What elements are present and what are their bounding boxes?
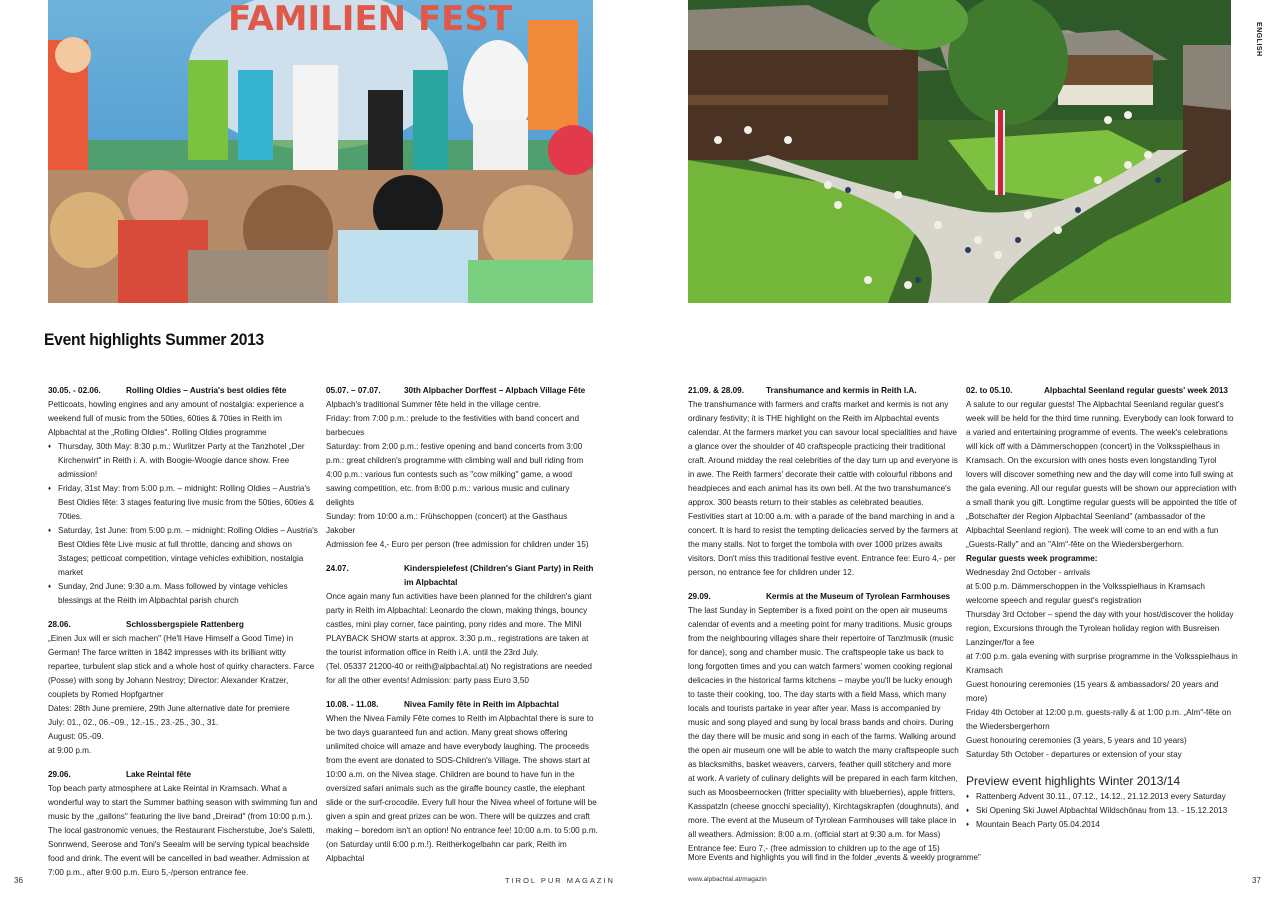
event-text: The last Sunday in September is a fixed point on the open air museums calendar of events and a meeting point for many traditions. Music groups from the neighbouring villages share their repertoire of Tanzlmusik (music for dance), song and chamber music. The craftspeople take us back to long forgotten times and you can watch farmers' women cooking regional delicacies in the historical farms kitchens – maybe you'll be lucky enough to taste their cooking, too. The day starts with a field Mass, which many locals and tourists partake in year after year. Mass is accompanied by music and song played and sung by local brass bands and choirs. During the day there will be music and song in each of the farms. Walking around the open air museum one will be able to watch the many craftspeople such as blacksmiths, basket weavers, carvers, feather quill stitchery and more at work. A variety of culinary delights will be prepared in each farm kitchen, such as Moosbeernocken (fritter speciality with blueberries), apple fritters, Kasspatzln (cheese gnocchi speciality), Kirchtagskrapfen (doughnuts), and more. The event at the Museum of Tyrolean Farmhouses will take place in all weathers. Admission: 8:00 a.m. (official start at 9:30 a.m. for Mass) [688, 606, 959, 839]
event-date: 29.09. [688, 592, 711, 601]
event-line: Thursday 3rd October – spend the day with your host/discover the holiday region, Excursions through the Tyrolean holiday region with Busreisen Lanzinger/for a fee [966, 610, 1234, 647]
event-title: Kermis at the Museum of Tyrolean Farmhouses [766, 592, 951, 601]
event-rolling-oldies [48, 384, 320, 608]
event-date: 21.09. & 28.09. [688, 386, 744, 395]
winter-preview [966, 772, 1238, 832]
event-line: welcome speech and regular guest's registration [966, 596, 1142, 605]
event-regular-guests-week [966, 384, 1238, 762]
event-line: Sunday: from 10:00 a.m.: Frühschoppen (concert) at the Gasthaus Jakober [326, 512, 568, 535]
familien-fest-image [48, 0, 593, 303]
event-header [688, 590, 960, 604]
website-link[interactable]: www.alpbachtal.at/magazin [688, 876, 767, 883]
event-line: Friday: from 7:00 p.m.: prelude to the festivities with band concert and barbecues [326, 414, 580, 437]
event-header [326, 384, 598, 398]
event-title: Transhumance and kermis in Reith I.A. [766, 386, 917, 395]
photo-familien-fest [48, 0, 593, 303]
event-line: Entrance fee: Euro 7,- (free admission to children up to the age of 15) [688, 844, 940, 853]
event-header [48, 384, 320, 398]
event-line: at 7:00 p.m. gala evening with surprise programme in the Volksspielhaus in Kramsach [966, 652, 1238, 675]
event-line: (Tel. 05337 21200-40 or reith@alpbachtal.at) No registrations are needed for all the other events! Admission: party pass Euro 3,50 [326, 662, 592, 685]
page-number-right: 37 [1252, 876, 1261, 885]
page-title: Event highlights Summer 2013 [44, 330, 264, 349]
event-alpbacher-dorffest [326, 384, 598, 552]
event-line: Dates: 28th June premiere, 29th June alternative date for premiere [48, 704, 290, 713]
event-title: Lake Reintal fête [126, 770, 192, 779]
event-text: Petticoats, howling engines and any amount of nostalgia: experience a weekend full of music from the 50ties, 60ties & 70ties in Reith im Alpbachtal at the „Rolling Oldies". Rolling Oldies programme [48, 400, 304, 437]
event-title: Alpbachtal Seenland regular guests' week 2013 [1044, 386, 1228, 395]
event-text: The transhumance with farmers and crafts market and kermis is not any ordinary festivity; it is THE highlight on the Reith im Alpbachtal events calendar. At the farmers market you can savour local specialities and have a glance over the shoulder of 40 craftspeople practicing their traditional craft. Around midday the real celebrities of the day turn up and everyone is in awe. The Reith farmers' decorate their cattle with colourful ribbons and headpieces and each animal has its own bell. At the two transhumance's approx. 300 beasts return to their stables as celebrated beauties. Festivities start at 10:00 a.m. with a parade of the band marching in and a concert. It is hard to resist the tempting delicacies served by the farmers at the many stalls. Not to forget the tombola with over 1000 prizes awaits visitors. Don't miss this traditional festive event. Entrance fee: Euro 4,- per person, no entrance fee for children under 12. [688, 400, 958, 577]
list-item: ♦ Rattenberg Advent 30.11., 07.12., 14.12., 21.12.2013 every Saturday [966, 790, 1238, 804]
event-date: 28.06. [48, 620, 71, 629]
event-line: Friday 4th October at 12:00 p.m. guests-rally & at 1:00 p.m. „Alm"-fête on the Wiedersbergerhorn [966, 708, 1232, 731]
more-events-note: More Events and highlights you will find in the folder „events & weekly programme" [688, 853, 981, 862]
event-date: 29.06. [48, 770, 71, 779]
event-nivea-family-fete [326, 698, 598, 866]
event-title: Nivea Family fête in Reith im Alpbachtal [404, 700, 559, 709]
column-1 [48, 384, 320, 890]
event-date: 02. to 05.10. [966, 386, 1013, 395]
event-date: 30.05. - 02.06. [48, 386, 101, 395]
event-schlossbergspiele [48, 618, 320, 758]
list-item: ♦ Friday, 31st May: from 5:00 p.m. – midnight: Rolling Oldies – Austria's Best Oldies fête: 3 stages featuring live music from the 50ties, 60ties & 70ties. [48, 482, 320, 524]
event-line: Wednesday 2nd October - arrivals [966, 568, 1091, 577]
event-date: 10.08. - 11.08. [326, 700, 379, 709]
event-text: When the Nivea Family Fête comes to Reith im Alpbachtal there is sure to be two days guaranteed fun and action. Many great shows offering unlimited choice will amaze and have everybody laughing. The proceeds from the event are donated to SOS-Children's Village. The shows start at 10:00 a.m. on the Nivea stage. Children are bound to have fun in the oversized safari animals such as the giraffe bouncy castle, the elephant slide or the surf-crocodile. Every full hour the Nivea wheel of fortune will be given a spin and great prizes can be won. There will be quizzes and craft making – boredom isn't an option! No entrance fee! 10:00 a.m. to 5:00 p.m. (on Saturday until 6:00 p.m.!). Reitherkogelbahn car park, Reith im Alpbachtal [326, 714, 598, 863]
list-item: ♦ Thursday, 30th May: 8:30 p.m.: Wurlitzer Party at the Tanzhotel „Der Kirchenwirt" in Reith i. A. with Boogie-Woogie dance show. Free admission! [48, 440, 320, 482]
banner-text: FAMILIEN FEST [228, 0, 513, 39]
event-line: Guest honouring ceremonies (3 years, 5 years and 10 years) [966, 736, 1187, 745]
event-header [48, 768, 320, 782]
event-header [966, 384, 1238, 398]
event-line: July: 01., 02., 06.–09., 12.-15., 23.-25., 30., 31. [48, 718, 219, 727]
list-item: ♦ Mountain Beach Party 05.04.2014 [966, 818, 1238, 832]
winter-preview-list [966, 790, 1238, 832]
farmhouse-museum-image [688, 0, 1231, 303]
event-line: Admission fee 4,- Euro per person (free admission for children under 15) [326, 540, 589, 549]
column-2 [326, 384, 598, 876]
event-text: Top beach party atmosphere at Lake Reintal in Kramsach. What a wonderful way to start the Summer bathing season with swimming fun and music by the „gallons" featuring the live band „Dreirad" (from 10:00 p.m.). The local gastronomic venues, the Restaurant Fischerstube, Joe's Saletti, Sonnwend, Seerose and Toni's Seealm will be serving typical beachside food and drink. The event will be cancelled in bad weather. Admission at 7:00 p.m., after 9:00 p.m. Euro 5,-/person entrance fee. [48, 784, 318, 877]
page-number-left: 36 [14, 876, 23, 885]
winter-preview-title: Preview event highlights Winter 2013/14 [966, 774, 1181, 788]
event-line: Saturday: from 2:00 p.m.: festive opening and band concerts from 3:00 p.m.: great children's programme with climbing wall and bull riding from 4:00 p.m.: various fun contests such as "cow milking" game, a wood sawing competition, etc. from 8:00 p.m.: various music and culinary delights [326, 442, 584, 507]
event-header [48, 618, 320, 632]
event-line: Alpbach's traditional Summer fête held in the village centre. [326, 400, 542, 409]
event-title: Schlossbergspiele Rattenberg [126, 620, 244, 629]
event-header [326, 562, 598, 590]
event-date: 24.07. [326, 564, 349, 573]
event-header [688, 384, 960, 398]
event-title: Kinderspielefest (Children's Giant Party) in Reith im Alpbachtal [404, 564, 594, 587]
event-title: Rolling Oldies – Austria's best oldies fête [126, 386, 287, 395]
event-programme-list [48, 440, 320, 608]
photo-farmhouse-museum [688, 0, 1231, 303]
event-line: at 5:00 p.m. Dämmerschoppen in the Volksspielhaus in Kramsach [966, 582, 1205, 591]
event-date: 05.07. – 07.07. [326, 386, 381, 395]
event-text: Once again many fun activities have been planned for the children's giant party in Reith im Alpbachtal: Leonardo the clown, making things, bouncy castles, mini play corner, face painting, pony rides and more. The MINI PLAYBACK SHOW starts at approx. 3:30 p.m., registrations are taken at the tourist information office in Reith i.A. until the 23rd July. [326, 592, 592, 657]
event-line: at 9:00 p.m. [48, 746, 92, 755]
event-line: Saturday 5th October - departures or extension of your stay [966, 750, 1182, 759]
list-item: ♦ Ski Opening Ski Juwel Alpbachtal Wildschönau from 13. - 15.12.2013 [966, 804, 1238, 818]
list-item: ♦ Saturday, 1st June: from 5:00 p.m. – midnight: Rolling Oldies – Austria's Best Oldies fête Live music at full throttle, dancing and shows on 3stages; petticoat competition, vintage vehicles exhibition, nostalgia market [48, 524, 320, 580]
event-text: A salute to our regular guests! The Alpbachtal Seenland regular guest's week will be held for the third time running. Everybody can look forward to a varied and entertaining programme of events. The week's celebrations will kick off with a Dämmerschoppen (concert) in the Volksspielhaus in Kramsach. On the excursion with ones hosts even longstanding Tyrol lovers will discover something new and the day will come into full swing at the gala evening. All our regular guests will be shown our appreciation with a small thank you gift. Longtime regular guests will be appointed the title of „Botschafter der Region Alpbachtal Seenland" (ambassador of the Alpbachtal Seenland region). The week will come to an end with a fun „Guests-Rally" and an "Alm"-fête on the Wiedersbergerhorn. [966, 400, 1237, 549]
event-title: 30th Alpbacher Dorffest – Alpbach Village Fête [404, 386, 586, 395]
event-header [326, 698, 598, 712]
list-item: ♦ Sunday, 2nd June: 9:30 a.m. Mass followed by vintage vehicles blessings at the Reith im Alpbachtal parish church [48, 580, 320, 608]
event-text: „Einen Jux will er sich machen" (He'll Have Himself a Good Time) in German! The farce written in 1842 impresses with its brilliant witty repartee, turbulent slap stick and a whole host of quirky characters. Farce (Posse) with song by Johann Nestroy; Director: Alexander Kratzer, couplets by Romed Hopfgartner [48, 634, 315, 699]
column-4 [966, 384, 1238, 832]
event-kermis-museum [688, 590, 960, 856]
event-transhumance [688, 384, 960, 580]
magazine-name: TIROL PUR MAGAZIN [505, 876, 615, 885]
event-kinderspielefest [326, 562, 598, 688]
programme-subheading: Regular guests week programme: [966, 554, 1098, 563]
event-lake-reintal [48, 768, 320, 880]
event-line: Guest honouring ceremonies (15 years & ambassadors/ 20 years and more) [966, 680, 1219, 703]
column-3 [688, 384, 960, 866]
event-line: August: 05.-09. [48, 732, 104, 741]
language-tab: ENGLISH [1255, 22, 1262, 57]
